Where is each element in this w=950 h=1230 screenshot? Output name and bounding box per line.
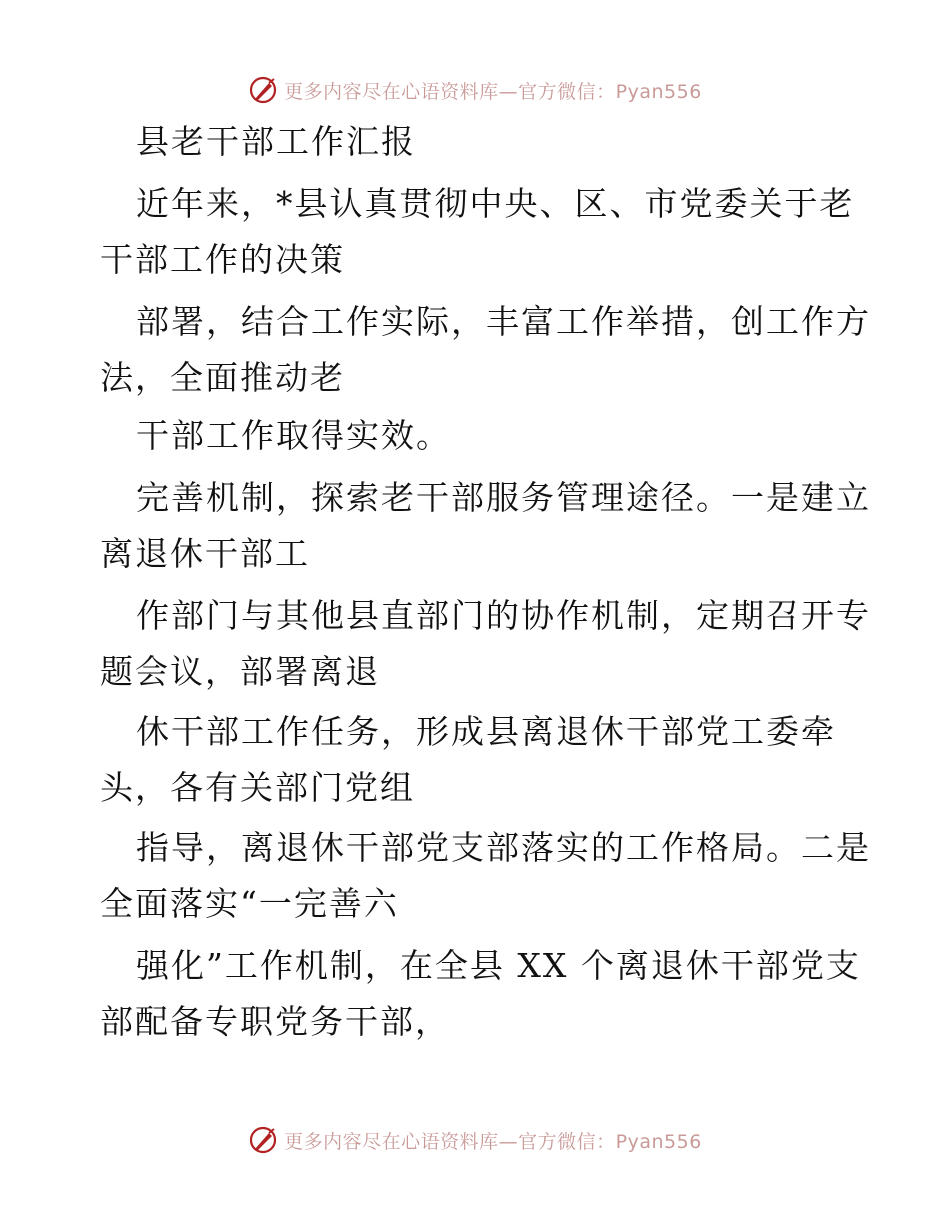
document-title: 县老干部工作汇报 — [136, 122, 416, 161]
quill-pen-circle-icon — [248, 1125, 278, 1155]
text-line: 休干部工作任务，形成县离退休干部党工委牵 — [136, 712, 836, 751]
text-line: 强化”工作机制，在全县 XX 个离退休干部党支 — [136, 946, 861, 985]
bottom-watermark-banner — [0, 1120, 950, 1160]
text-line: 头，各有关部门党组 — [100, 768, 415, 807]
watermark-text: 更多内容尽在心语资料库—官方微信：Pyan556 — [284, 1130, 702, 1153]
watermark-text: 更多内容尽在心语资料库—官方微信：Pyan556 — [284, 80, 702, 103]
text-line: 作部门与其他县直部门的协作机制，定期召开专 — [136, 596, 871, 635]
text-line: 部署，结合工作实际，丰富工作举措，创工作方 — [136, 302, 871, 341]
text-line: 完善机制，探索老干部服务管理途径。一是建立 — [136, 478, 871, 517]
text-line: 题会议，部署离退 — [100, 652, 380, 691]
text-line: 干部工作的决策 — [100, 240, 345, 279]
text-line: 部配备专职党务干部， — [100, 1002, 450, 1041]
text-line: 干部工作取得实效。 — [136, 416, 451, 455]
text-line: 离退休干部工 — [100, 534, 310, 573]
text-line: 法，全面推动老 — [100, 358, 345, 397]
quill-pen-circle-icon — [248, 75, 278, 105]
text-line: 指导，离退休干部党支部落实的工作格局。二是 — [136, 828, 871, 867]
text-line: 近年来，*县认真贯彻中央、区、市党委关于老 — [136, 184, 855, 223]
top-watermark-banner — [0, 70, 950, 110]
text-line: 全面落实“一完善六 — [100, 884, 399, 923]
